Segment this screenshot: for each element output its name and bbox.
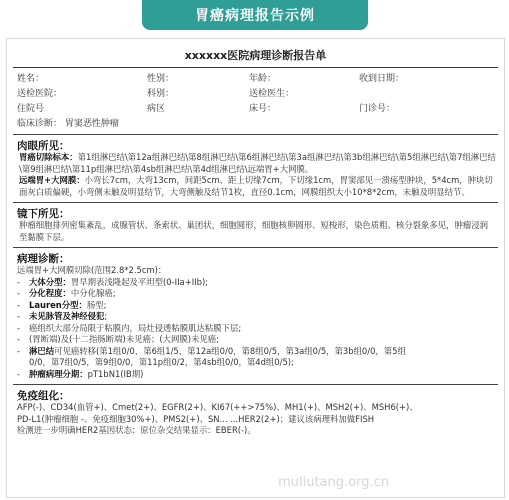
title-banner: 胃癌病理报告示例: [142, 0, 368, 30]
diagnosis-item-text: (胃断端)及(十二指肠断端)未见癌；(大网膜)未见癌;: [29, 334, 219, 344]
inpatient-no-field: 住院号: [17, 104, 45, 114]
diagnosis-title: 病理诊断：: [17, 253, 70, 265]
watermark: muliutang.org.cn: [278, 475, 389, 490]
diagnosis-item-label: 肿瘤病理分期：: [29, 368, 88, 379]
diagnosis-item-text: 0/0，第7组0/5，第9组0/0，第11p组0/2，第4sb组0/0，第4d组0/5);: [29, 357, 294, 367]
info-row: [17, 115, 496, 130]
diagnosis-item-text: 中分化腺癌;: [70, 288, 116, 298]
report-card: [6, 38, 505, 498]
diagnosis-item-text: 癌组织大部分局限于粘膜内，局灶侵透粘膜肌达粘膜下层;: [29, 322, 242, 333]
diagnosis-item: [17, 357, 496, 369]
info-row: [17, 85, 496, 100]
department-field: 科别：: [147, 89, 175, 99]
diagnosis-item: - Lauren分型：肠型;: [17, 299, 107, 310]
diagnosis-item: - 肿瘤病理分期：pT1bN1(IB期): [17, 368, 144, 379]
outpatient-no-field: 门诊号：: [359, 104, 396, 114]
micro-text: 肿瘤细胞排列密集紊乱，成腺管状、条索状、巢团状，细胞圆形，细胞核卵圆形、短梭形，染色质粗、核分裂象多见，肿瘤浸润至黏膜下层。: [19, 220, 488, 242]
name-field: 姓名：: [17, 74, 45, 84]
diagnosis-item: - 大体分型：胃早期表浅隆起及平坦型(0-IIa+IIb);: [17, 276, 209, 287]
gross-title: 肉眼所见：: [17, 140, 70, 152]
section-divider: [13, 202, 498, 203]
diagnosis-item: - 分化程度：中分化腺癌;: [17, 288, 116, 298]
gross-specimen-body: 第1组淋巴结\第12a组淋巴结\第8组淋巴结\第6组淋巴结\第3a组淋巴结\第3b组淋巴结\第5组淋巴结\第7组淋巴结\第9组淋巴结\第11p组淋巴结\第4sb组淋巴结\第4d组淋巴结\远端胃+大网膜。: [19, 152, 496, 174]
gender-field: 性别：: [147, 74, 175, 84]
diagnosis-item-text: 肠型;: [86, 299, 107, 310]
diagnosis-item-label: 分化程度：: [29, 288, 71, 298]
age-field: 年龄：: [249, 74, 277, 84]
micro-title: 镜下所见：: [17, 208, 70, 220]
diagnosis-item: - 未见脉管及神经侵犯;: [17, 311, 108, 321]
immuno-section: [7, 388, 504, 437]
report-title: xxxxxx医院病理诊断报告单: [184, 49, 327, 62]
info-row: [17, 70, 496, 85]
received-date-field: 收到日期：: [359, 74, 405, 84]
diagnosis-item-label: 未见脉管及神经侵犯: [29, 311, 105, 321]
immuno-line: 检测进一步明确HER2基因状态；原位杂交结果显示：EBER(-)。: [17, 425, 256, 435]
diagnosis-item-text: pT1bN1(IB期): [87, 368, 144, 379]
gross-specimen-text: [19, 152, 496, 175]
doctor-field: 送检医生：: [249, 89, 295, 99]
ward-field: 病区: [147, 104, 166, 114]
gross-section: [7, 138, 504, 198]
info-row: [17, 100, 496, 115]
clinical-diagnosis-field: 临床诊断： 胃窦恶性肿瘤: [17, 119, 119, 129]
patient-info: [7, 68, 504, 130]
diagnosis-item-text: 可见癌转移(第1组0/0，第6组1/5，第12a组0/0，第8组0/5，第3a组0/5，第3b组0/0，第5组: [54, 345, 406, 356]
section-divider: [13, 384, 498, 385]
diagnosis-item-label: Lauren分型：: [29, 299, 87, 310]
diagnosis-item-text: ;: [104, 311, 108, 321]
diagnosis-item: - 癌组织大部分局限于粘膜内，局灶侵透粘膜肌达粘膜下层;: [17, 322, 242, 333]
gross-specimen-label: 胃癌切除标本：: [19, 152, 78, 162]
diagnosis-item-label: 大体分型：: [29, 276, 71, 287]
immuno-line: AFP(-)、CD34(血管+)、Cmet(2+)、EGFR(2+)、KI67(++>75%)、MH1(+)、MSH2(+)、MSH6(+)、: [17, 402, 418, 412]
diagnosis-intro: 远端胃+大网膜切除(范围2.8*2.5cm)：: [17, 265, 167, 275]
diagnosis-item: - (胃断端)及(十二指肠断端)未见癌；(大网膜)未见癌;: [17, 334, 219, 344]
diagnosis-item-text: 胃早期表浅隆起及平坦型(0-IIa+IIb);: [70, 276, 209, 287]
gross-stomach-text: [19, 175, 496, 198]
gross-stomach-label: 远端胃+大网膜：: [19, 175, 85, 185]
hospital-field: 送检医院：: [17, 89, 63, 99]
gross-stomach-body: 小弯长7cm，大弯13cm，间距5cm、距上切缘7cm，下切缘1cm，胃窦部见一溃疡型肿块，5*4cm，肿块切面灰白质偏硬，小弯侧未触及明显结节，大弯侧触及结节1枚，直径0.1cm，网膜组织大小10*8*2cm，未触及明显结节。: [19, 175, 493, 197]
diagnosis-section: [7, 251, 504, 380]
section-divider: [13, 134, 498, 135]
bed-no-field: 床号：: [249, 104, 277, 114]
immuno-line: PD-L1(肿瘤细胞 -、免疫细胞30%+)、PMS2(+)、SN... ...HER2(2+)；建议该病理科加做FISH: [17, 413, 375, 424]
micro-section: [7, 206, 504, 243]
section-divider: [13, 247, 498, 248]
diagnosis-item: - 淋巴结可见癌转移(第1组0/0，第6组1/5，第12a组0/0，第8组0/5，第3a组0/5，第3b组0/0，第5组: [17, 345, 406, 356]
diagnosis-item-label: 淋巴结: [29, 345, 55, 356]
immuno-title: 免疫组化：: [17, 390, 70, 402]
